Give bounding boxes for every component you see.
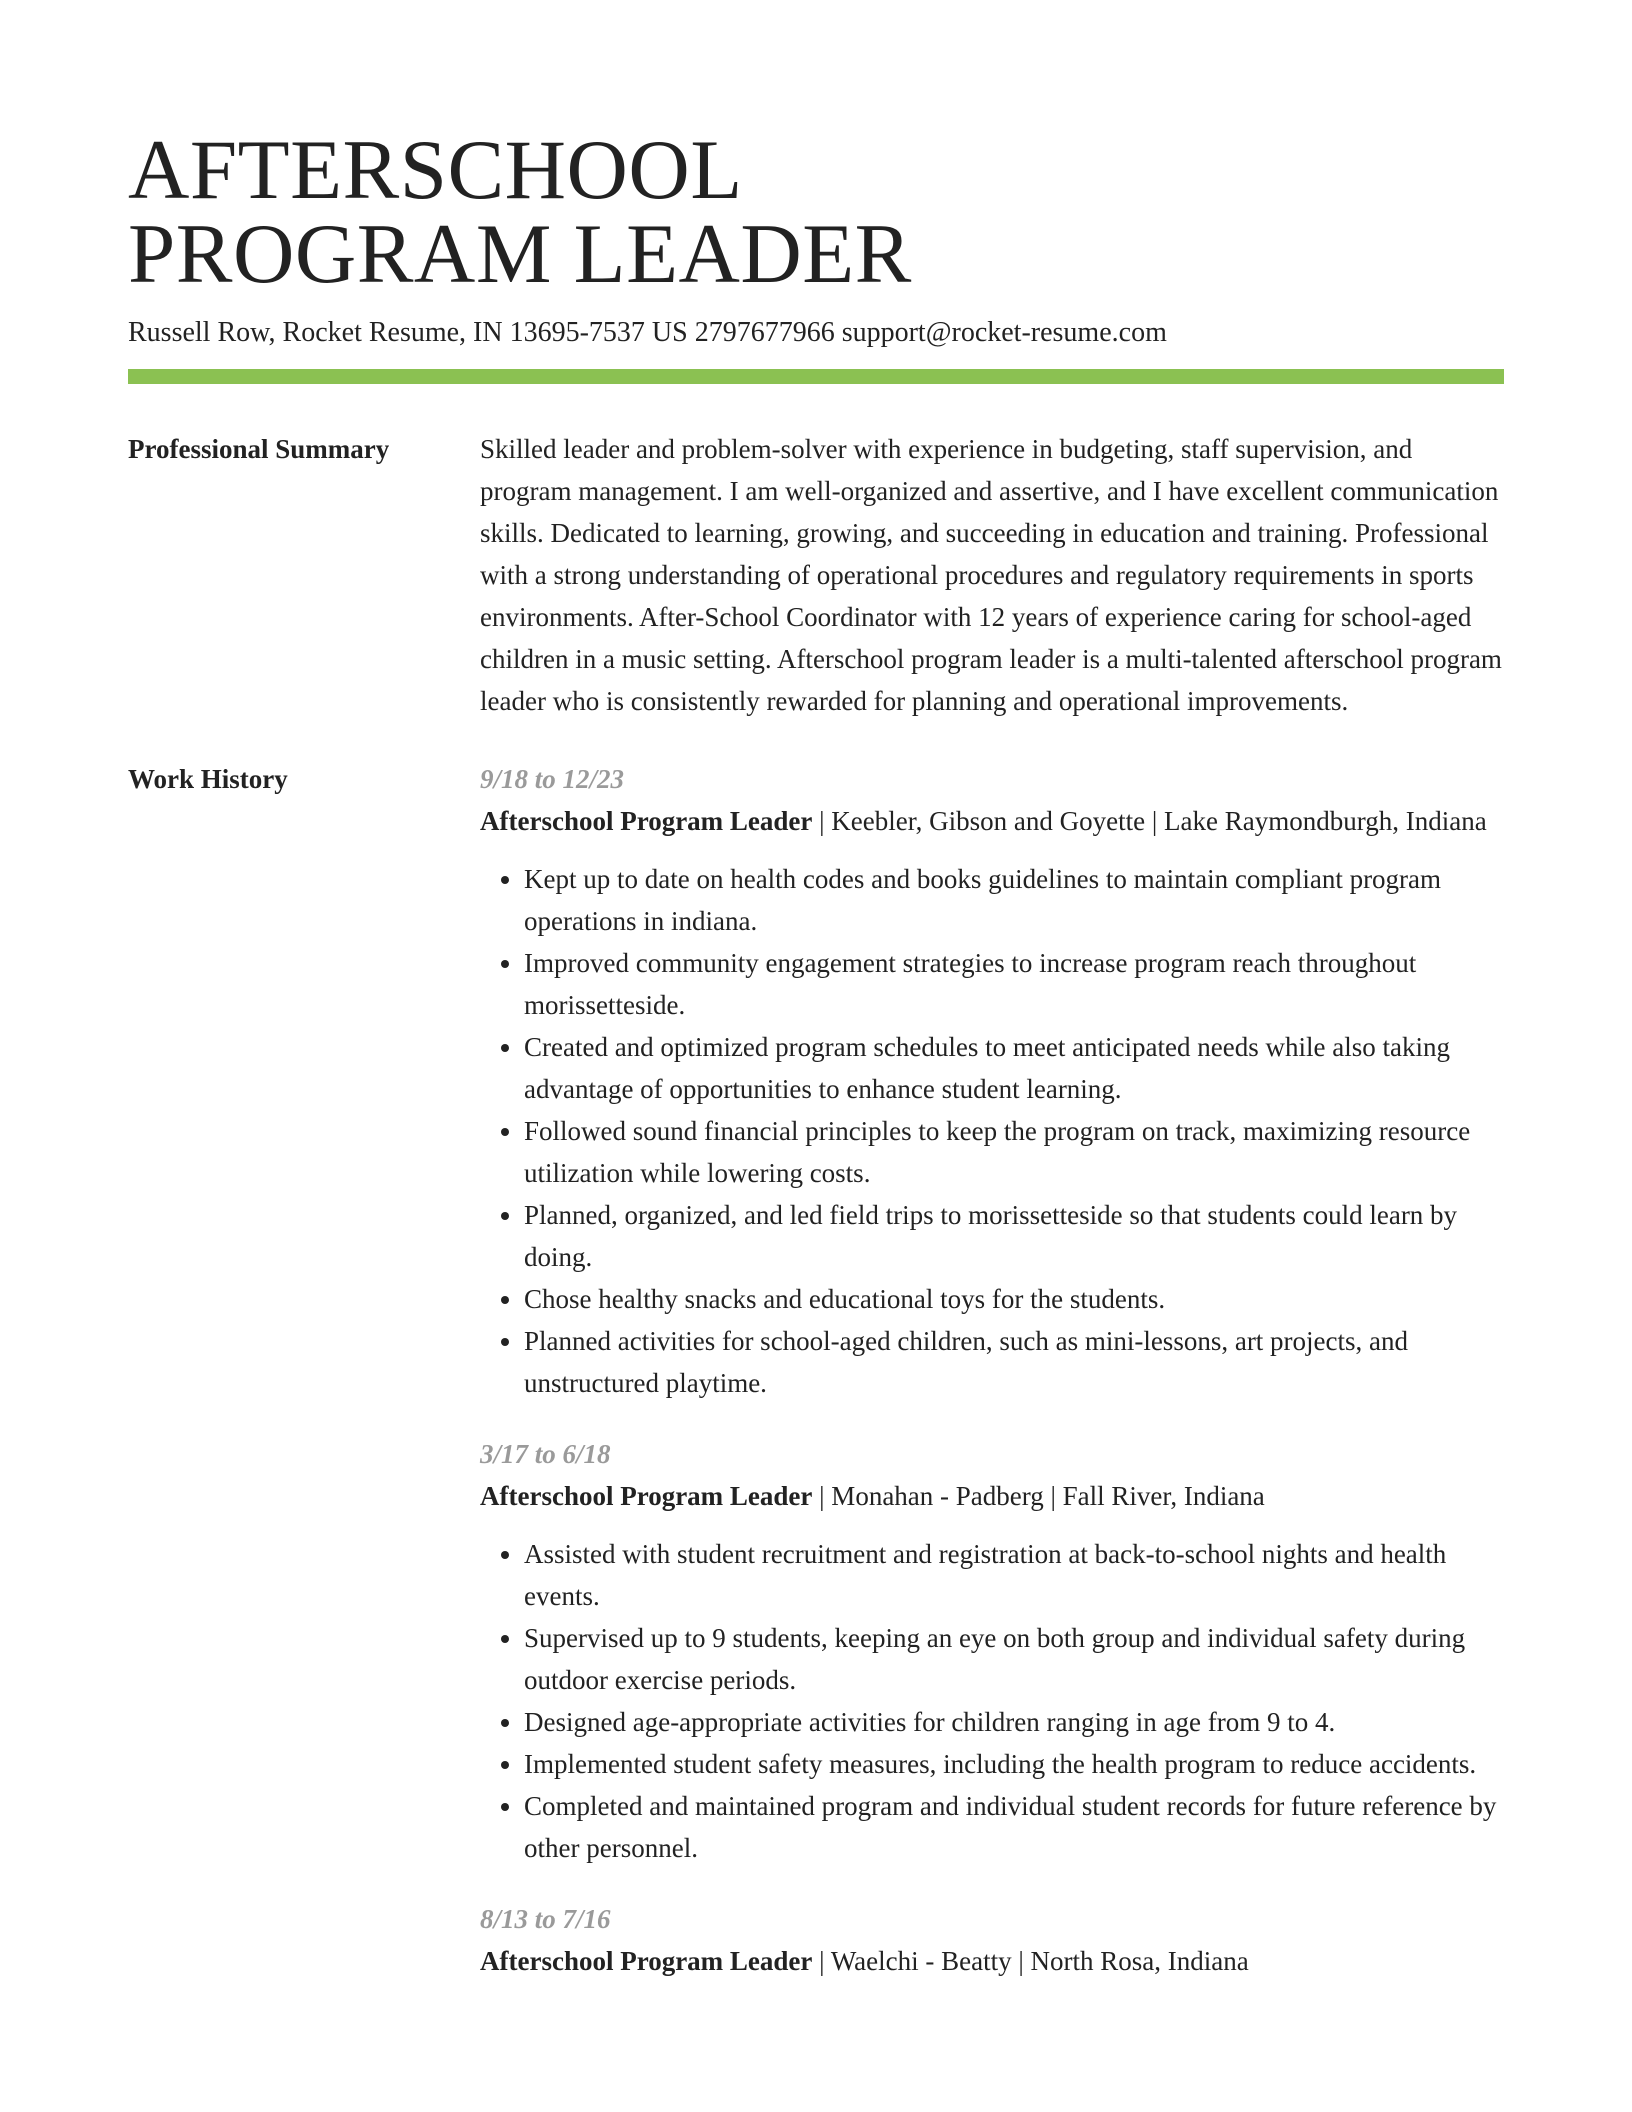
contact-info: Russell Row, Rocket Resume, IN 13695-7537 US 2797677966 support@rocket-resume.com — [128, 317, 1167, 348]
job-bullet: • Planned, organized, and led field trips to morissetteside so that students could learn by doing. — [524, 1194, 1504, 1278]
resume-page — [128, 0, 1504, 2011]
job-bullet: • Completed and maintained program and individual student records for future reference by other personnel. — [524, 1785, 1504, 1869]
professional-summary-section — [128, 428, 1504, 722]
accent-divider — [128, 369, 1504, 384]
summary-text: Skilled leader and problem-solver with experience in budgeting, staff supervision, and program management. I am well-organized and assertive, and I have excellent communication skills. Dedicated to learning, growing, and succeeding in education and training. Professional with a strong understanding of operational procedures and regulatory requirements in sports environments. After-School Coordinator with 12 years of experience caring for school-aged children in a music setting. Afterschool program leader is a multi-talented afterschool program leader who is consistently rewarded for planning and operational improvements. — [480, 434, 1502, 716]
job-entry — [480, 1898, 1504, 1982]
job-entry — [480, 1433, 1504, 1869]
job-header — [480, 1475, 1504, 1517]
work-history-list — [480, 758, 1504, 2011]
job-title: Afterschool Program Leader — [480, 806, 813, 836]
job-entry — [480, 758, 1504, 1404]
title-line-2: PROGRAM LEADER — [128, 207, 912, 301]
job-dates: 9/18 to 12/23 — [480, 764, 625, 794]
job-bullet: • Supervised up to 9 students, keeping an eye on both group and individual safety during outdoor exercise periods. — [524, 1617, 1504, 1701]
job-bullets — [480, 858, 1504, 1404]
job-bullets — [480, 1533, 1504, 1869]
job-bullet: • Implemented student safety measures, including the health program to reduce accidents. — [524, 1743, 1504, 1785]
job-bullet: • Designed age-appropriate activities for children ranging in age from 9 to 4. — [524, 1701, 1504, 1743]
job-bullet: • Assisted with student recruitment and registration at back-to-school nights and health events. — [524, 1533, 1504, 1617]
job-dates: 8/13 to 7/16 — [480, 1904, 611, 1934]
job-dates: 3/17 to 6/18 — [480, 1439, 611, 1469]
work-history-section — [128, 758, 1504, 2011]
job-details: | Waelchi - Beatty | North Rosa, Indiana — [812, 1946, 1249, 1976]
resume-title — [128, 0, 1504, 301]
job-bullet: • Improved community engagement strategies to increase program reach throughout morissetteside. — [524, 942, 1504, 1026]
job-details: | Keebler, Gibson and Goyette | Lake Raymondburgh, Indiana — [812, 806, 1487, 836]
job-details: | Monahan - Padberg | Fall River, Indiana — [812, 1481, 1265, 1511]
job-header — [480, 1940, 1504, 1982]
section-heading-work-history: Work History — [128, 764, 288, 794]
job-title: Afterschool Program Leader — [480, 1946, 813, 1976]
job-bullet: • Planned activities for school-aged children, such as mini-lessons, art projects, and unstructured playtime. — [524, 1320, 1504, 1404]
title-line-1: AFTERSCHOOL — [128, 123, 743, 217]
job-title: Afterschool Program Leader — [480, 1481, 813, 1511]
job-bullet: • Created and optimized program schedules to meet anticipated needs while also taking advantage of opportunities to enhance student learning. — [524, 1026, 1504, 1110]
section-heading-summary: Professional Summary — [128, 434, 390, 464]
job-bullet: • Kept up to date on health codes and books guidelines to maintain compliant program operations in indiana. — [524, 858, 1504, 942]
job-bullet: • Chose healthy snacks and educational toys for the students. — [524, 1278, 1504, 1320]
job-header — [480, 800, 1504, 842]
job-bullet: • Followed sound financial principles to keep the program on track, maximizing resource utilization while lowering costs. — [524, 1110, 1504, 1194]
